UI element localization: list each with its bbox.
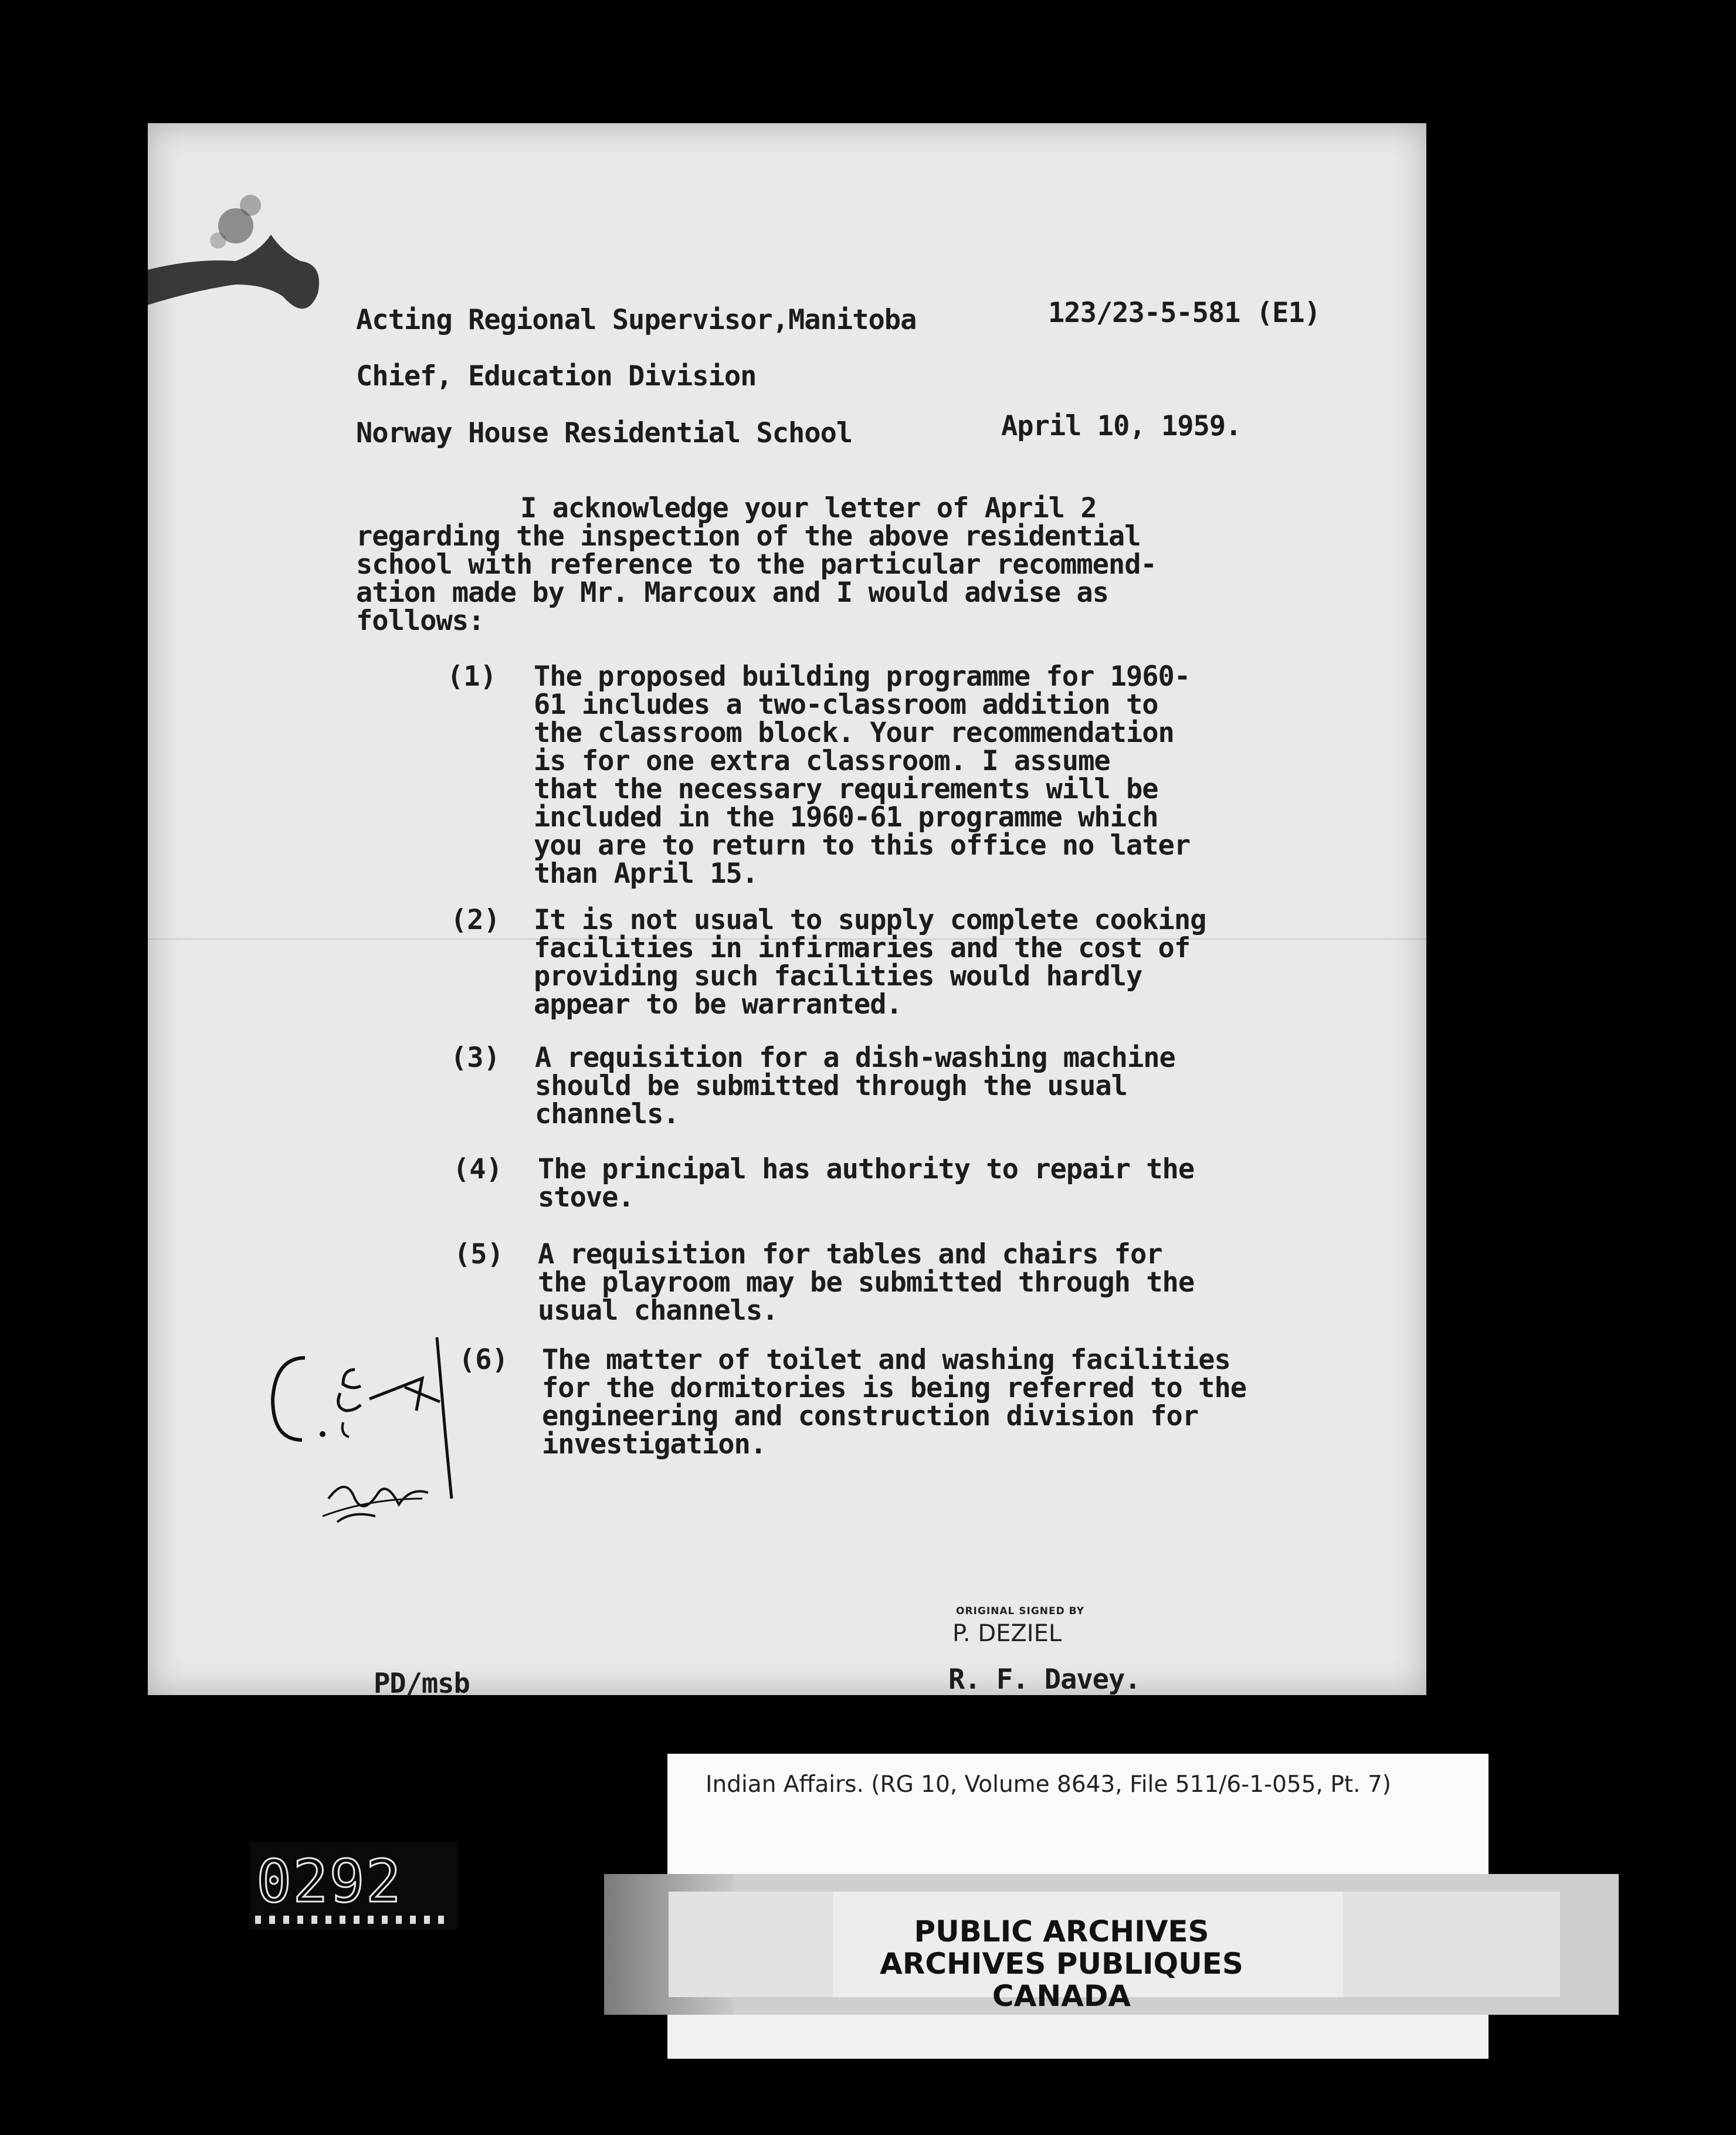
- film-sprockets: [255, 1916, 449, 1924]
- sender: Chief, Education Division: [356, 360, 757, 392]
- item-text: The principal has authority to repair the stove.: [538, 1153, 1195, 1214]
- stamped-signature-name: P. DEZIEL: [952, 1620, 1062, 1647]
- archive-card-bottom: [667, 2015, 1489, 2059]
- frame-counter: [249, 1842, 457, 1930]
- item-number: (5): [454, 1238, 504, 1270]
- ink-smudge: [148, 158, 359, 311]
- archive-stamp-line: ARCHIVES PUBLIQUES: [880, 1947, 1243, 1981]
- item-number: (2): [450, 904, 500, 936]
- item-number: (3): [450, 1042, 500, 1074]
- item-text: The proposed building programme for 1960- 61 includes a two-classroom addition to the classroom block. Your recommendation is for one extra classroom. I assume that the necessary requirements will be included in the 1960-61 programme which you are to return to this office no later than April 15.: [534, 660, 1191, 890]
- item-text: A requisition for a dish-washing machine should be submitted through the usual channels.: [535, 1042, 1175, 1130]
- handwritten-annotation: [252, 1323, 510, 1569]
- frame-number: 0292: [256, 1847, 402, 1916]
- typist-initials: PD/msb: [374, 1668, 470, 1700]
- addressee: Acting Regional Supervisor,Manitoba: [356, 304, 917, 336]
- archive-stamp-line: PUBLIC ARCHIVES: [914, 1914, 1209, 1948]
- signatory-name: R. F. Davey.: [948, 1663, 1141, 1696]
- intro-paragraph: I acknowledge your letter of April 2 regarding the inspection of the above residential school with reference to the particular recommend- ation made by Mr. Marcoux and I would advise as follows:: [356, 492, 1157, 637]
- letter-date: April 10, 1959.: [1001, 410, 1242, 442]
- item-number: (1): [447, 660, 497, 693]
- item-text: It is not usual to supply complete cooking facilities in infirmaries and the cost of providing such facilities would hardly appear to be warranted.: [534, 904, 1206, 1021]
- archive-stamp-line: CANADA: [992, 1979, 1131, 2013]
- item-text: The matter of toilet and washing facilities for the dormitories is being referred to the engineering and construction division for investigation.: [542, 1344, 1247, 1460]
- archive-reference: Indian Affairs. (RG 10, Volume 8643, File 511/6-1-055, Pt. 7): [706, 1771, 1391, 1798]
- item-number: (4): [453, 1153, 503, 1185]
- original-signed-stamp: ORIGINAL SIGNED BY: [956, 1605, 1085, 1617]
- file-reference: 123/23-5-581 (E1): [1048, 297, 1321, 329]
- archive-reference-card: [667, 1754, 1489, 1877]
- item-number: (6): [459, 1344, 508, 1376]
- subject-line: Norway House Residential School: [356, 417, 853, 449]
- item-text: A requisition for tables and chairs for the playroom may be submitted through the usual channels.: [538, 1238, 1195, 1327]
